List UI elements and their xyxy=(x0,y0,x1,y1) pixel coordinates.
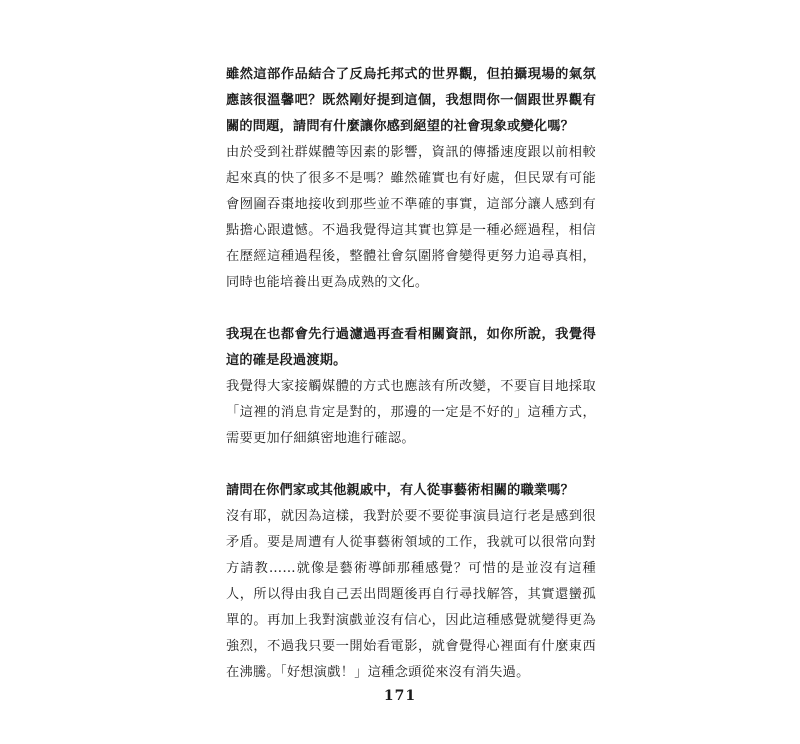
interview-answer: 由於受到社群媒體等因素的影響，資訊的傳播速度跟以前相較起來真的快了很多不是嗎？雖然確實也有好處，但民眾有可能會囫圇吞棗地接收到那些並不準確的事實，這部分讓人感到有點擔心跟遺憾。不過我覺得這其實也算是一種必經過程，相信在歷經這種過程後，整體社會氛圍將會變得更努力追尋真相，同時也能培養出更為成熟的文化。 xyxy=(226,145,596,290)
interview-question: 請問在你們家或其他親戚中，有人從事藝術相關的職業嗎？ xyxy=(226,483,575,498)
interview-question: 我現在也都會先行過濾過再查看相關資訊，如你所說，我覺得這的確是段過渡期。 xyxy=(226,327,596,368)
interview-answer: 沒有耶，就因為這樣，我對於要不要從事演員這行老是感到很矛盾。要是周遭有人從事藝術領域的工作，我就可以很常向對方請教……就像是藝術導師那種感覺？可惜的是並沒有這種人，所以得由我自己丟出問題後再自行尋找解答，其實還蠻孤單的。再加上我對演戲並沒有信心，因此這種感覺就變得更為強烈，不過我只要一開始看電影，就會覺得心裡面有什麼東西在沸騰。「好想演戲！」這種念頭從來沒有消失過。 xyxy=(226,509,596,680)
interview-question: 雖然這部作品結合了反烏托邦式的世界觀，但拍攝現場的氣氛應該很溫馨吧？既然剛好提到這個，我想問你一個跟世界觀有關的問題，請問有什麼讓你感到絕望的社會現象或變化嗎？ xyxy=(226,67,596,134)
document-page xyxy=(226,62,596,686)
page-number: 171 xyxy=(383,688,417,704)
paragraph-spacer xyxy=(226,296,596,322)
interview-answer: 我覺得大家接觸媒體的方式也應該有所改變，不要盲目地採取「這裡的消息肯定是對的，那邊的一定是不好的」這種方式，需要更加仔細縝密地進行確認。 xyxy=(226,379,596,446)
qa-block-1 xyxy=(226,62,596,296)
qa-block-3 xyxy=(226,478,596,686)
paragraph-spacer xyxy=(226,452,596,478)
qa-block-2 xyxy=(226,322,596,452)
